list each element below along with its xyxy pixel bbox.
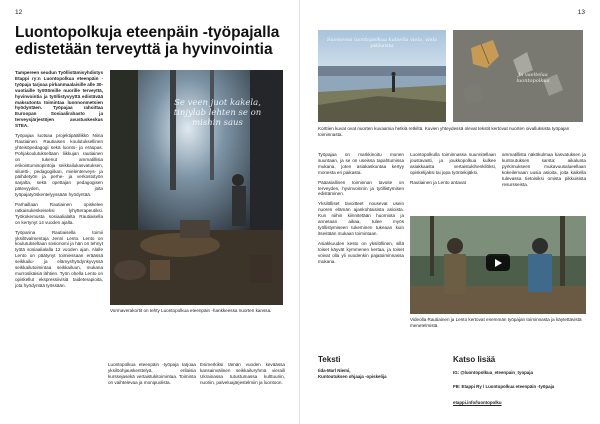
paragraph: Rautiainen ja Lento antavat [410,179,466,185]
photo-quote: Se veen juot kakela, tinjylab lehten se on mishin saus [173,98,262,128]
paragraph: Työpajaa luotsaa projektipäällikkö Niina Rautiainen. Rautiaisen koulutuksellinen yhteisöpedagogi sekä luonto- ja eräopas. Pohjakoulutukseltaan liikkujan rautiainen on tukenut ammatillisia erikoistumisopintoja seikkailukasvatuksen, siluetti-, pedagogiikan, mielenterveys- ja päihdetyön ja perhe- ja verkostotyön sarjalta, sekä opettajan pedagogisen pätevyyden, joita työpajatyöskentelyyssään hyödyntää. [15,133,103,198]
left-column-2: Luontopolkua eteenpäin -työpaja tarjoaa yksilöohjauskenttelyä, erilaisia kurssejasekä vertaistukitoimintaa. Toiminta on vaihtelevaa ja monipuolista. [108,362,196,385]
right-column-3: ammatillista näkökulmaa kasvatuksen ja kuntoutuksen sarsta; aikalunta pyrkimukseen mukavuusalueellaan kokeilemaan uusia asioita, joita kaikella tulevassa tietoisiksi omista pikkuisista resursseista. [502,152,586,187]
see-more-title: Katso lisää [453,355,496,364]
paragraph: Parhaillaan Rautiainen opiskelee ratkaisukeskeiseksi lyhytterapeutiksi. Työkokemusta sosiaalialalta Rautiaisella on kertynyt 14 vuoden ajalta. [15,202,103,225]
paragraph: Asiakkuuden kesto on yksilöllinen, sillä toiset käyvät kymmenen kertaa, ja toiset voivat olla yli vuodenkin pajatoiminnassa mukana. [318,240,404,264]
right-page [300,0,600,424]
lake-photo [318,30,446,122]
credits-author: Iida-Marl Niemi, [318,368,351,373]
facebook-link[interactable]: FB: Etappi Ry / Luontopolkua eteenpäin -työpaja [453,384,555,389]
paragraph: Työpajaa on markkinoitu monen suuntaan, ja se on useissa tapahtumissa mukana, joten asiakaskuntaa kertyy monesta eri paikasta. [318,152,404,175]
headline-line-1: Luontopolkuja eteenpäin -työpajalla [15,24,280,41]
page-number-left: 12 [15,9,23,16]
main-photo [110,70,283,305]
paragraph: Työparina Rautiaisella toimii yksilövalmentaja Jenni Lento. Lento on koulutukseltaan sosionomi ja hän on tehnyt työtä sosiaalialalla 12 vuoden ajan. Alalle Lento on päätynyt toimiessaan eräässä seikkailu- ja elämyshyödynkyvyssä seikkailutoimintaa seikkailuun, mukana murrosikäisiä lähtien. Työn ohella Lento on opiskellut ekspressiivisiä taideterapioita, jota hyödyntää työssään. [15,229,103,288]
left-column-3: Esimerkiksi tämän vuoden keväässa kansainvälinen seikkailuryhmä vieraili Ukrainassa tutustumassa kulttuuriin, nuoriin, palveluajärjestelmiin ja luontoon. [200,362,285,385]
page-number-right: 13 [577,9,585,16]
photos-caption: Korttien kuvat ovat nuorten kuvaamia hetkiä retkiltä. Kuvien yhteydessä olevat tekstit kertovat nuorten oivalluksista työpajan toiminnasta. [318,126,570,137]
credits-title: Teksti [318,355,341,364]
leaves-photo [453,30,583,122]
video-caption: Videolla Rautiainen ja Lento kertovat enemmän työpajan toiminnasta ja käytettävistä menetelmistä. [410,317,582,328]
intro-paragraph: Tampereen seudun Työllistämisyhdistys Etappi ry:n Luontopolkua eteenpäin -työpaja tarjoaa pirkanmaalaisille alle 30-vuotiaille työttömille nuorille terveyttä, hyvinvointia ja työllistyvyyttä edistävää maksutonta toimintaa luonnonmetsien hyödyntäen. Työpajaa rahoittaa Euroopan Sosiaalirahasto ja terveysjärjestöjen avustuskeskus STEA. [15,70,103,129]
right-column-1 [318,152,404,268]
left-column-1 [15,70,103,293]
instagram-link[interactable]: IG: @luontopolkua_eteenpain_tyopaja [453,370,533,375]
lake-photo-quote: Suomessa luontopolkua katsella viela, viela pikkuista [326,37,438,49]
headline-line-2: edistetään terveyttä ja hyvinvointia [15,41,273,58]
main-photo-caption: Vormaverakortit on tehty Luontopolkua eteenpäin -hankkeessa nuorten kanssa. [110,308,272,313]
paragraph: Luontopolkulla toiminnassa suunnitellaan joustavasti, ja joukkopolkua kulkee asiakkaasta vertaistukihenkilöksi, opiskelijaksi tai jopa työntekijäksi. [410,152,496,175]
right-column-2 [410,152,496,190]
play-icon [495,259,502,267]
website-link[interactable]: etappi.info/luontopolku [453,400,502,405]
leaves-photo-quote: Ja vaeltelaa luontopolkua [516,72,550,84]
paragraph: Yksilölliset tavoitteet nousevat usein nuoren elämän ajankohtaisista asioista. Kun niihin kiinnitetään huomiota ja annetaan aikaa, tulee myös työllistymiseen tukeminen tukeaan kuin itsestään mukaan toimintaan. [318,201,404,236]
paragraph: Pääasiallinen toiminnan tavoite on terveyden, hyvinvoinnin ja työllistymisen edistäminen. [318,179,404,197]
video-thumbnail[interactable] [410,216,586,314]
article-headline [15,24,290,58]
credits-role: Kuntoutuksen ohjaaja -opiskelija [318,374,387,379]
play-button[interactable] [486,254,510,271]
